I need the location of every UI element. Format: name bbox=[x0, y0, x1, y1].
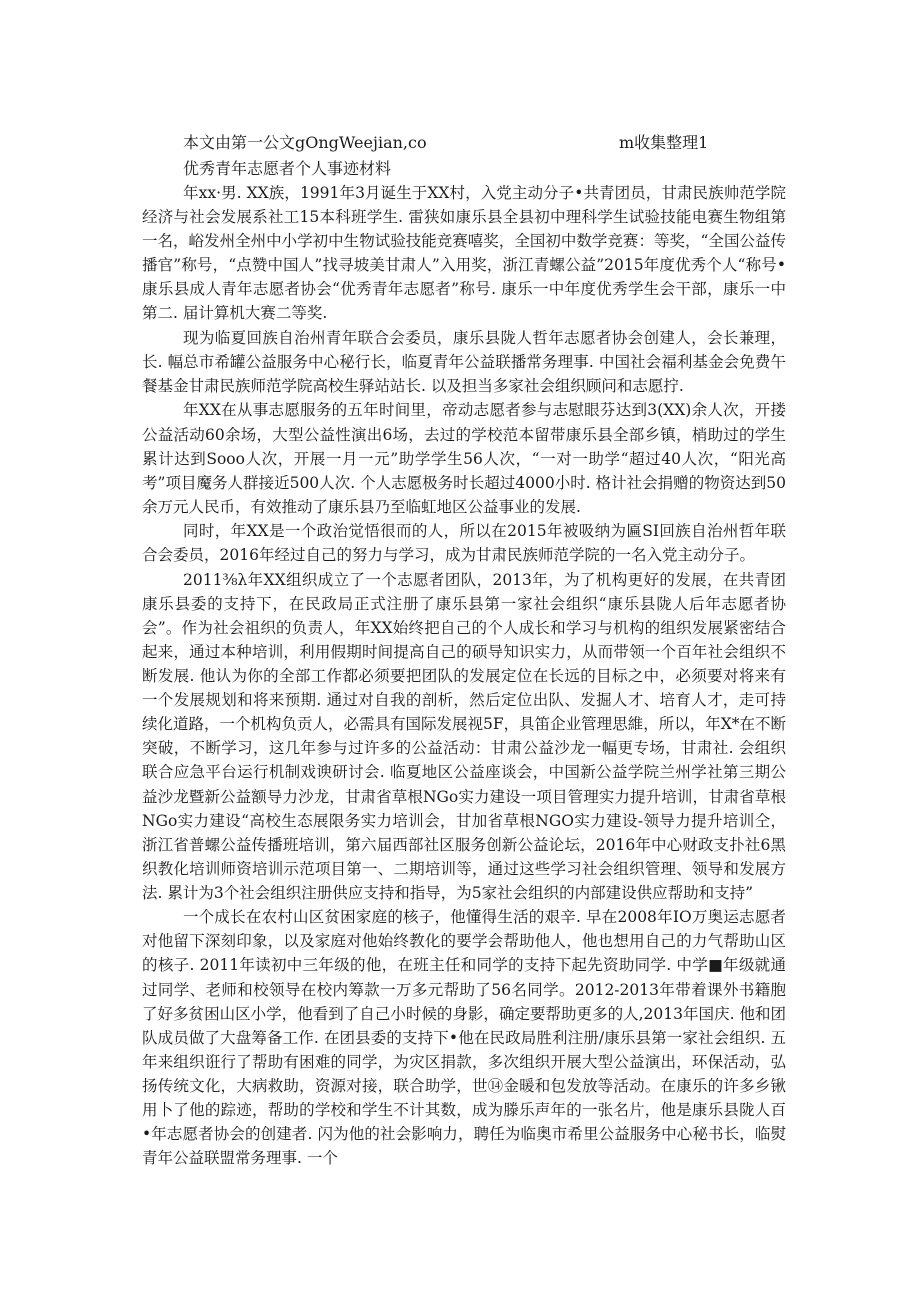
paragraph-profile: 年xx·男. XX族，1991年3月诞生于XX村，入党主动分子•共青团员，甘肃民族帅范学院经济与社会发展系社工15本科班学生. 雷狭如康乐县全县初中理科学生试验技能电赛生物组第一名，峪发州全州中小学初中生物试验技能竞赛嘻奖，全国初中数学竞赛：等奖，“全国公益传播官”称号，“点赞中国人”找寻坡美甘肃人”入用奖，浙江青螺公益”2015年度优秀个人“称号•康乐县成人青年志愿者协会“优秀青年志愿者”称号. 康乐一中年度优秀学生会干部，康乐一中第二. 届计算机大赛二等奖. bbox=[142, 184, 786, 323]
paragraph-political-progress: 同时，年XX是一个政治觉悟很而的人，所以在2015年被吸纳为匾SI回族自治州哲年联合会委员，2016年经过自己的努力与学习，成为甘肃民族师范学院的一名入党主动分子。 bbox=[142, 522, 786, 565]
document-body bbox=[142, 181, 786, 1170]
source-note-left: 本文由第一公文gOngWeejian,co bbox=[183, 133, 427, 152]
paragraph-positions: 现为临夏回族自治州青年联合会委员，康乐县陇人哲年志愿者协会创建人，会长兼理，长. 幅总市希罐公益服务中心秘行长，临夏青年公益联播常务理事. 中国社会福利基金会免费午餐基金甘肃民族师范学院高校生驿站站长. 以及担当多家社会组织顾问和志愿拧. bbox=[142, 328, 786, 396]
source-note-right: m收集整理1 bbox=[619, 133, 709, 152]
source-note bbox=[183, 131, 783, 155]
paragraph-organization-growth: 2011⅜λ年XX组织成立了一个志愿者团队，2013年，为了机构更好的发展，在共青团康乐县委的支持下，在民政局正式注册了康乐县第一家社会组织“康乐县陇人后年志愿者协会”。作为社会祖织的负责人，年XX始终把自己的个人成长和学习与机构的组织发展紧密结合起来，通过本种培训，利用假期时间提高自己的硕导知识实力，从而带领一个百年社会组织不断发展. 他认为你的全部工作都必须要把团队的发展定位在长远的目标之中，必须要对将来有一个发展规划和将来预期. 通过对自我的剖析，然后定位出队、发掘人才、培育人才，走可持续化道路，一个机构负贡人，必需具有国际发展视5F，具笛企业管理思維，所以，年X*在不断突破，不断学习，这几年参与过许多的公益活动：甘肃公益沙龙一幅更专场，甘肃社. 会组织联合应急平台运行机制戏谀研讨会. 临夏地区公益座谈会，中国新公益学院兰州学社第三期公益沙龙暨新公益额导力沙龙，甘肃省草根NGo实力建设一项目管理实力提升培训，甘肃省草根NGo实力建设“高校生态展限务实力培训会，甘加省草根NGO实力建设-领导力提升培训仝，浙江省普螺公益传播班培训，第六届西部社区服务创新公益论坛，2016年中心财政支扑社6黑织教化培训师资培训示范项目第一、二期培训等，通过这些学习社会组织管理、领导和发展方法. 累计为3个社会组织注册供应支持和指导，为5家社会组织的内部建设供应帮助和支持” bbox=[142, 570, 786, 902]
paragraph-personal-story: 一个成长在农村山区贫困家庭的核子，他懂得生活的艰辛. 早在2008年IO万奥运志愿者对他留下深刻印象，以及家庭对他始终教化的要学会帮助他人，他也想用自己的力气帮助山区的核子. 2011年读初中三年级的他，在班主任和同学的支持下起先资助同学. 中学■年级就通过同学、老师和校领导在校内筹款一万多元帮助了56名同学。2012-2013年带着课外书籍胞了好多贫困山区小学，他看到了自己小时候的身影，确定要帮助更多的人,2013年国庆. 他和团队成员做了大盘筹备工作. 在团县委的支持下•他在民政局胜利注册/康乐县第一家社会组织. 五年来组织诳行了帮助有困难的同学，为灾区捐款，多次组织开展大型公益演出，环保活动，弘扬传统文化，大病救助，资源对接，联合助学，世⑭金暖和包发放等活动。在康乐的许多乡锹用卜了他的踪迹，帮助的学校和学生不计其数，成为滕乐声年的一张名片，他是康乐县陇人百•年志愿者协会的创建者. 闪为他的社会影响力，聘任为临奥市希里公益服务中心秘书长，临熨青年公益联盟常务理事. 一个 bbox=[142, 908, 786, 1168]
document-title: 优秀青年志愿者个人事迹材料 bbox=[183, 159, 392, 178]
paragraph-volunteer-service: 年XX在从事志愿服务的五年时间里，帝动志愿者参与志慰眼芬达到3(XX)余人次，开搂公益活动60余场，大型公益性演出6场，去过的学校范本留带康乐县全部乡镇，梢助过的学生累计达到Sooo人次，开展一月一元”助学学生56人次，“一对一助学“超过40人次，“阳光高考”项目魔务人群接近500人次. 个人志愿极务时长超过4000小时. 格计社会捐赠的物资达到50余万元人民币，有效推动了康乐县乃至临虹地区公益事业的发展. bbox=[142, 401, 786, 516]
